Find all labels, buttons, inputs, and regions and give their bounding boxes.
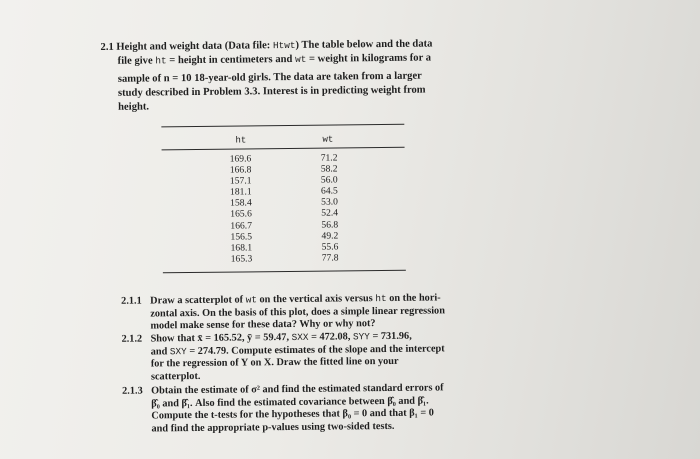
- file-label: (Data file:: [224, 40, 271, 52]
- problem-title: Height and weight data: [116, 40, 223, 53]
- line2-part-c: = weight in kilograms for a: [308, 52, 432, 65]
- table-cell-wt: 58.2: [320, 163, 338, 175]
- table-cell-ht: 165.6: [230, 208, 252, 221]
- sub-problem-text: = 274.79. Compute estimates of the slope and the intercept: [186, 342, 445, 357]
- table-cell-wt: 64.5: [320, 185, 338, 197]
- sub-problem-number: 2.1.3: [122, 385, 143, 397]
- table-cell-wt: 49.2: [321, 230, 339, 242]
- sub-problem-text: = 472.08,: [308, 331, 354, 343]
- sub-problem-line: [122, 420, 502, 437]
- table-header-rule: [162, 147, 405, 151]
- table-cell-ht: 166.8: [229, 164, 252, 176]
- line2-part-a: file give: [117, 55, 153, 67]
- table-top-rule: [161, 124, 404, 128]
- code-token: SXX: [291, 331, 309, 343]
- sub-problem-text: scatterplot.: [150, 370, 201, 383]
- problem-line-3: sample of n = 10 18-year-old girls. The data are taken from a larger: [117, 70, 422, 85]
- sub-problem-text: on the hori-: [386, 292, 441, 304]
- sub-problem-text: model make sense for these data? Why or why not?: [150, 318, 376, 332]
- sub-problem-text: Compute the t-tests for the hypotheses that β₀ = 0 and that β₁ = 0: [151, 407, 434, 422]
- table-cell-ht: 165.3: [230, 253, 253, 265]
- problem-line1-rest: ) The table below and the data: [295, 38, 433, 51]
- table-cell-wt: 77.8: [321, 252, 339, 264]
- file-name: Htwt: [272, 39, 296, 52]
- sub-problem-2-1-1: [121, 292, 501, 334]
- table-cell-wt: 56.8: [321, 219, 339, 231]
- header-wt: wt: [322, 134, 334, 145]
- sub-problem-2-1-2: [122, 330, 503, 384]
- table-cell-ht: 156.5: [230, 231, 253, 243]
- code-token: SYY: [352, 331, 370, 343]
- table-cell-ht: 168.1: [230, 242, 253, 254]
- sub-problem-number: 2.1.1: [121, 295, 142, 307]
- data-table: [161, 124, 404, 265]
- sub-problem-text: Obtain the estimate of σ² and find the estimated standard errors of: [151, 382, 444, 397]
- sub-problem-2-1-3: [122, 382, 503, 436]
- table-cell-ht: 166.7: [230, 219, 253, 232]
- sub-problem-text: Show that x̄ = 165.52, ȳ = 59.47,: [150, 331, 292, 345]
- sub-problem-text: zontal axis. On the basis of this plot, does a simple linear regression: [150, 304, 445, 320]
- code-token: SXY: [169, 345, 187, 357]
- header-ht: ht: [235, 135, 247, 146]
- table-cell-ht: 157.1: [229, 175, 252, 187]
- code-token: ht: [375, 292, 387, 305]
- table-cell-wt: 71.2: [320, 152, 338, 164]
- sub-problem-text: β̂₀ and β̂₁. Also find the estimated covariance between β̂₀ and β̂₁.: [151, 395, 429, 410]
- sub-problem-text: for the regression of Y on X. Draw the fitted line on your: [150, 356, 399, 370]
- sub-problem-text: on the vertical axis versus: [256, 293, 376, 306]
- sub-problem-text: Draw a scatterplot of: [150, 294, 246, 307]
- column-ht: [230, 153, 253, 264]
- problem-number: 2.1: [100, 41, 114, 53]
- sub-problem-number: 2.1.2: [121, 333, 143, 345]
- problem-line-5: height.: [118, 101, 150, 113]
- wt-code: wt: [294, 53, 307, 65]
- table-cell-wt: 52.4: [321, 207, 339, 220]
- sub-problem-text: and: [150, 345, 170, 358]
- sub-problem-text: and find the appropriate p-values using two-sided tests.: [151, 420, 395, 435]
- table-cell-wt: 56.0: [320, 174, 338, 186]
- table-cell-ht: 169.6: [229, 153, 252, 165]
- column-wt: [321, 152, 339, 263]
- problem-line-4: study described in Problem 3.3. Interest is in predicting weight from: [117, 84, 426, 99]
- line2-part-b: = height in centimeters and: [169, 53, 293, 67]
- table-cell-ht: 181.1: [229, 186, 252, 198]
- problem-line-2: [118, 51, 478, 68]
- ht-code: ht: [155, 55, 167, 67]
- table-cell-wt: 53.0: [321, 196, 338, 209]
- code-token: wt: [245, 294, 257, 306]
- sub-problem-text: = 731.96,: [369, 330, 412, 343]
- table-cell-wt: 55.6: [321, 241, 339, 253]
- table-cell-ht: 158.4: [230, 197, 252, 209]
- table-bottom-rule: [163, 270, 406, 274]
